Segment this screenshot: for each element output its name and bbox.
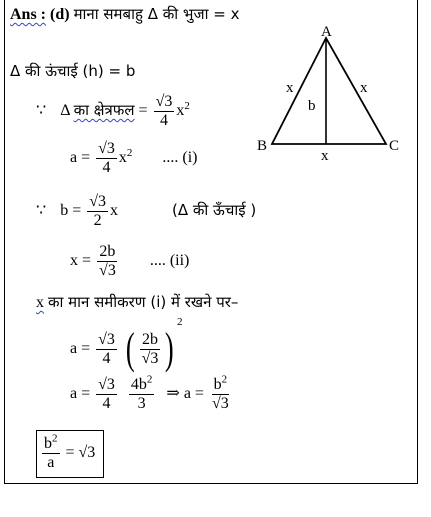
eq-lhs: x = — [70, 252, 92, 270]
fraction-numerator: √3 — [89, 193, 106, 210]
fraction-numerator — [129, 373, 155, 395]
fraction — [210, 373, 231, 413]
because-symbol: ∵ — [36, 202, 47, 220]
fraction-denominator: 4 — [102, 349, 111, 367]
triangle-symbol: Δ — [60, 102, 70, 120]
fraction-denominator: 4 — [102, 395, 111, 412]
vertex-c-label: C — [389, 138, 400, 154]
fraction-denominator: a — [47, 454, 55, 471]
fraction — [96, 376, 117, 413]
equation-tag: .... (i) — [162, 149, 198, 167]
header-statement: माना समबाहु Δ की भुजा = x — [73, 5, 240, 23]
fraction-denominator: √3 — [141, 349, 159, 367]
fraction — [129, 373, 155, 413]
ans-label: Ans : — [10, 6, 47, 23]
fraction — [96, 331, 117, 368]
fraction-numerator: 2b — [141, 330, 158, 348]
exponent: 2 — [177, 316, 183, 328]
eq-lhs: a = — [70, 385, 91, 403]
because-symbol: ∵ — [36, 102, 47, 120]
result-rhs: = √3 — [65, 444, 96, 462]
equation-i — [70, 140, 198, 177]
eq-lhs: a = — [70, 340, 91, 357]
variable: x — [36, 294, 44, 311]
numerator-base: b — [44, 435, 52, 452]
exponent: 2 — [184, 99, 190, 112]
fraction-numerator: 2b — [99, 243, 116, 260]
area-line — [36, 93, 190, 130]
fraction — [154, 93, 175, 130]
height-statement: Δ की ऊंचाई (h) = b — [10, 62, 136, 80]
fraction-denominator: 2 — [93, 212, 102, 229]
fraction-numerator — [212, 373, 230, 395]
answer-option: (d) — [50, 6, 70, 23]
step-2 — [70, 373, 233, 413]
answer-header — [10, 5, 239, 24]
result-equation — [40, 432, 96, 472]
numerator-base: 4b — [130, 376, 147, 393]
fraction-numerator — [42, 432, 60, 454]
rhs-lhs: a = — [183, 385, 204, 403]
equation-tag: .... (ii) — [149, 252, 190, 270]
fraction-numerator: √3 — [98, 330, 115, 348]
variable: x — [118, 149, 127, 167]
side-right-label: x — [360, 80, 368, 96]
substitution-statement — [36, 293, 238, 312]
b-line — [36, 193, 256, 230]
inner-fraction — [140, 331, 161, 368]
exponent: 2 — [221, 373, 228, 386]
variable: x — [176, 102, 185, 120]
variable: x — [110, 202, 118, 220]
fraction-numerator: √3 — [98, 140, 115, 157]
vertex-a-label: A — [321, 26, 332, 40]
area-word: का क्षेत्रफल — [73, 101, 135, 120]
fraction-denominator: 4 — [159, 112, 168, 129]
base-label: x — [321, 148, 329, 164]
equals-sign: = — [138, 102, 148, 120]
exponent: 2 — [146, 373, 153, 386]
fraction-denominator: √3 — [99, 262, 116, 279]
right-paren: ) — [165, 324, 175, 374]
fraction — [42, 432, 60, 472]
fraction-denominator: √3 — [211, 395, 229, 412]
triangle-diagram — [252, 26, 412, 166]
implies-symbol: ⇒ — [166, 385, 180, 403]
fraction-denominator: 4 — [102, 159, 111, 176]
fraction — [87, 193, 108, 230]
numerator-base: b — [213, 376, 222, 393]
fraction-denominator: 3 — [137, 395, 146, 412]
eq-lhs: b = — [60, 202, 82, 220]
fraction-numerator: √3 — [98, 376, 115, 393]
fraction — [97, 243, 118, 280]
fraction — [96, 140, 117, 177]
exponent: 2 — [126, 146, 133, 159]
step-1 — [70, 316, 183, 374]
side-left-label: x — [286, 80, 294, 96]
vertex-b-label: B — [257, 138, 268, 154]
height-note: (Δ की ऊँचाई ) — [172, 201, 257, 220]
equation-ii — [70, 243, 189, 280]
exponent: 2 — [52, 432, 58, 445]
left-paren: ( — [125, 324, 135, 374]
height-label: b — [308, 98, 316, 114]
fraction-numerator: √3 — [155, 93, 173, 110]
eq-lhs: a = — [70, 149, 91, 167]
substitution-text: का मान समीकरण (i) में रखने पर– — [48, 293, 239, 311]
